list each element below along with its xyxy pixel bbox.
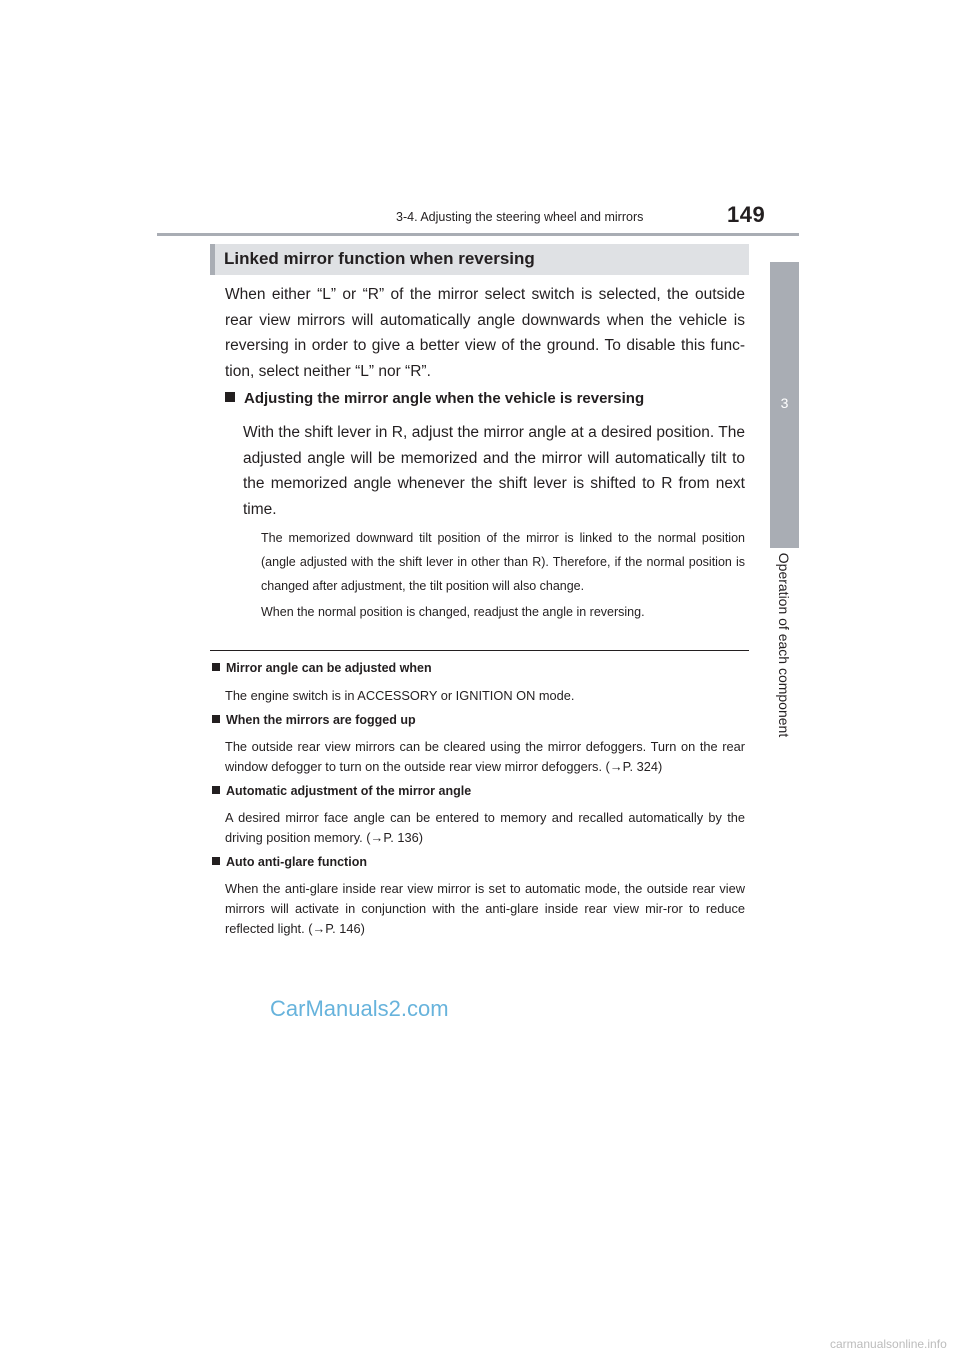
section-title: Linked mirror function when reversing [224,249,535,268]
square-bullet-icon [212,663,220,671]
info-body: When the anti-glare inside rear view mirror is set to automatic mode, the outside rear view mirrors will activate in conjunction with the anti-glare inside rear view mir-ror to reduce reflected light. (→P. 146) [225,881,745,936]
info-title [212,713,416,727]
watermark-logo: CarManuals2.com [270,996,449,1021]
chapter-tab-label: Operation of each component [776,552,792,738]
info-title-text: When the mirrors are fogged up [226,713,416,727]
chapter-tab-number: 3 [780,395,789,411]
page-number: 149 [727,202,766,227]
square-bullet-icon [212,715,220,723]
subheading-text: Adjusting the mirror angle when the vehicle is reversing [244,390,645,407]
info-title-text: Auto anti-glare function [226,855,367,869]
section-heading [210,244,749,275]
running-head: 3-4. Adjusting the steering wheel and mirrors [396,210,644,224]
info-body: The engine switch is in ACCESSORY or IGNITION ON mode. [225,688,575,703]
note-paragraph: When the normal position is changed, readjust the angle in reversing. [261,605,645,619]
intro-paragraph: When either “L” or “R” of the mirror select switch is selected, the outside rear view mirrors will automatically angle downwards when the vehicle is reversing in order to give a better view of the ground. To disable this func-tion, select neither “L” nor “R”. [225,286,745,380]
info-title [212,855,367,869]
info-body: A desired mirror face angle can be entered to memory and recalled automatically by the driving position memory. (→P. 136) [225,810,745,845]
info-title-text: Mirror angle can be adjusted when [226,661,432,675]
info-body: The outside rear view mirrors can be cleared using the mirror defoggers. Turn on the rear window defogger to turn on the outside rear view mirror defoggers. (→P. 324) [225,739,745,774]
header-rule [157,233,799,236]
square-bullet-icon [212,786,220,794]
note-paragraph: The memorized downward tilt position of the mirror is linked to the normal position (angle adjusted with the shift lever in other than R). Therefore, if the normal position is changed after adjustment, the tilt position will also change. [261,531,745,593]
info-title-text: Automatic adjustment of the mirror angle [226,784,472,798]
info-title [212,661,432,675]
info-title [212,784,471,798]
square-bullet-icon [225,392,235,402]
chapter-tab [770,262,799,548]
section-divider [210,650,749,651]
footer-watermark: carmanualsonline.info [830,1337,947,1351]
square-bullet-icon [212,857,220,865]
sub-paragraph: With the shift lever in R, adjust the mirror angle at a desired position. The adjusted angle will be memorized and the mirror will automatically tilt to the memorized angle whenever the shift lever is shifted to R from next time. [243,424,745,518]
subheading [225,390,644,407]
